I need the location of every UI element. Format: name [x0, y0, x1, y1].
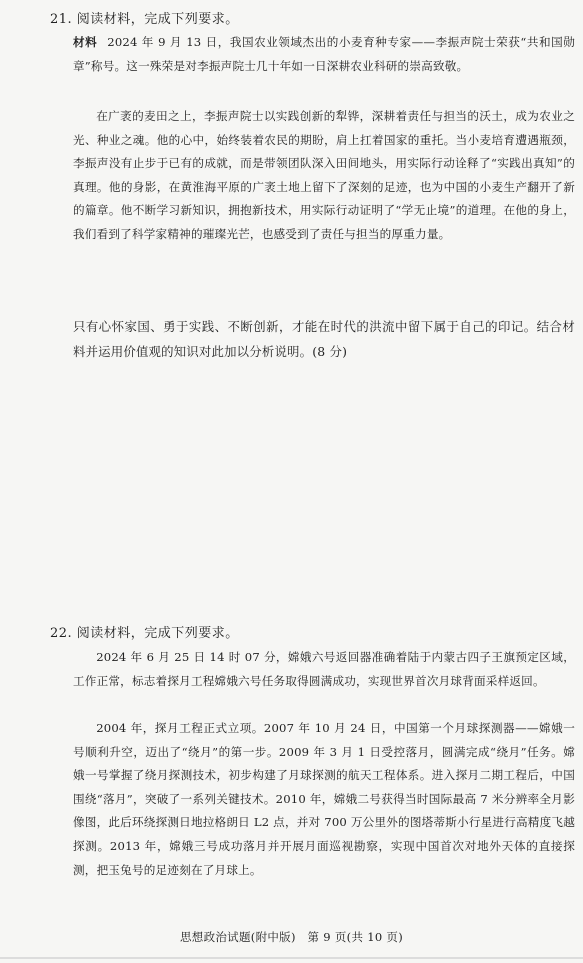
- q22-paragraph-2: 2004 年，探月工程正式立项。2007 年 10 月 24 日，中国第一个月球探测器——嫦娥一号顺利升空，迈出了“绕月”的第一步。2009 年 3 月 1 日受控落月，圆满完成“绕月”任务。嫦娥一号掌握了绕月探测技术，初步构建了月球探测的航天工程体系。进入探月二期工程后，中国围绕“落月”，突破了一系列关键技术。2010 年，嫦娥二号获得当时国际最高 7 米分辨率全月影像图，此后环绕探测日地拉格朗日 L2 点，并对 700 万公里外的图塔蒂斯小行星进行高精度飞越探测。2013 年，嫦娥三号成功落月并开展月面巡视勘察，实现中国首次对地外天体的直接探测，把玉兔号的足迹刻在了月球上。: [73, 721, 575, 877]
- q21-prompt: 只有心怀家国、勇于实践、不断创新，才能在时代的洪流中留下属于自己的印记。结合材料并运用价值观的知识对此加以分析说明。(8 分): [73, 319, 575, 359]
- material-label: 材料: [73, 35, 98, 49]
- page-footer: 思想政治试题(附中版) 第 9 页(共 10 页): [179, 930, 404, 944]
- q22-paragraph-1: 2024 年 6 月 25 日 14 时 07 分，嫦娥六号返回器准确着陆于内蒙古四子王旗预定区域，工作正常，标志着探月工程嫦娥六号任务取得圆满成功，实现世界首次月球背面采样返回。: [73, 650, 575, 688]
- q21-paragraph-2: 在广袤的麦田之上，李振声院士以实践创新的犁铧，深耕着责任与担当的沃土，成为农业之光、种业之魂。他的心中，始终装着农民的期盼，肩上扛着国家的重托。当小麦培育遭遇瓶颈，李振声没有止步于已有的成就，而是带领团队深入田间地头，用实际行动诠释了“实践出真知”的真理。他的身影，在黄淮海平原的广袤土地上留下了深刻的足迹，也为中国的小麦生产翻开了新的篇章。他不断学习新知识，拥抱新技术，用实际行动证明了“学无止境”的道理。在他的身上，我们看到了科学家精神的璀璨光芒，也感受到了责任与担当的厚重力量。: [73, 109, 575, 241]
- q21-material-paragraph: [73, 31, 575, 78]
- question-21-title: 21. 阅读材料，完成下列要求。: [50, 12, 239, 27]
- bottom-divider: [0, 957, 583, 959]
- question-22-title: 22. 阅读材料，完成下列要求。: [50, 626, 239, 641]
- q21-material-text: 2024 年 9 月 13 日，我国农业领域杰出的小麦育种专家——李振声院士荣获“共和国勋章”称号。这一殊荣是对李振声院士几十年如一日深耕农业科研的崇高致敬。: [73, 35, 575, 73]
